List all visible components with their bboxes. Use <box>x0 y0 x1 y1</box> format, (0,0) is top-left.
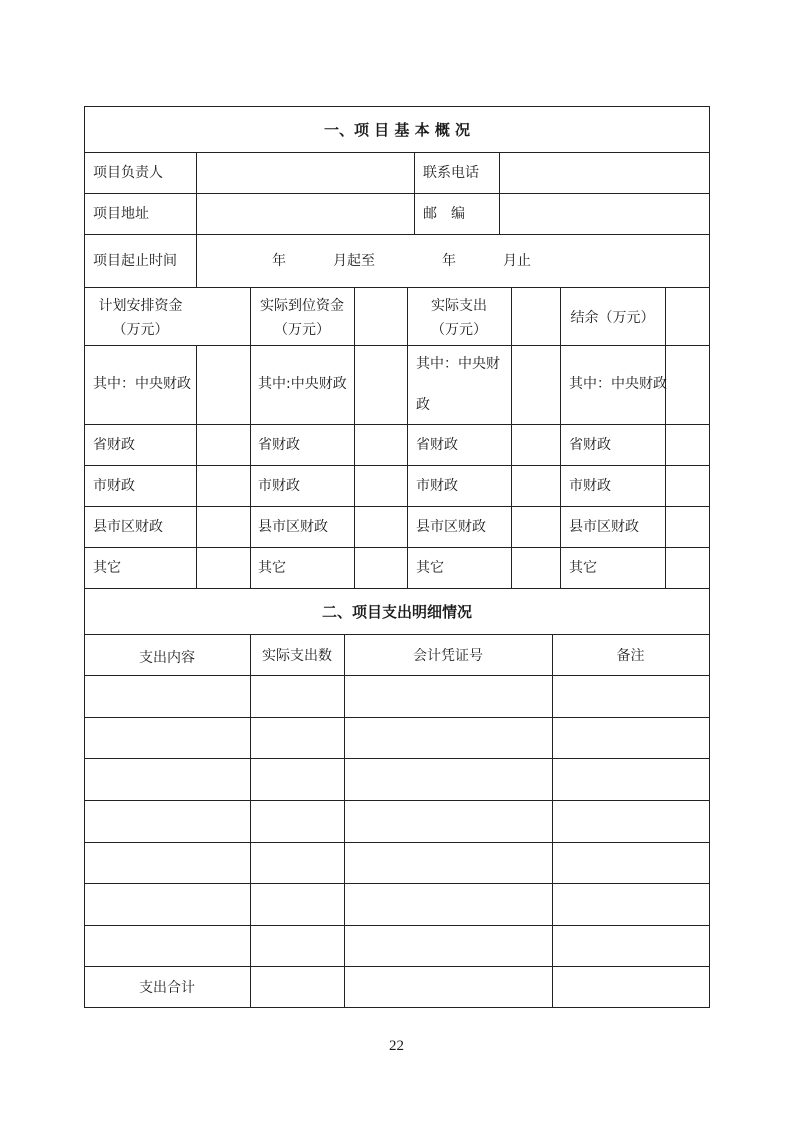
period-year-1: 年 <box>272 253 286 269</box>
city-label-2: 市财政 <box>258 478 300 494</box>
balance-label: 结余（万元） <box>570 310 655 326</box>
project-leader-field[interactable] <box>197 153 414 193</box>
postcode-label: 邮 编 <box>423 206 465 222</box>
address-label: 项目地址 <box>93 206 149 222</box>
county-label-4: 县市区财政 <box>569 519 639 535</box>
central-label-3a: 其中：中央财 <box>416 356 500 372</box>
county-label-1: 县市区财政 <box>93 519 163 535</box>
period-label: 项目起止时间 <box>93 253 177 269</box>
phone-field[interactable] <box>500 153 709 193</box>
central-label-2: 其中:中央财政 <box>258 376 347 392</box>
provincial-label-3: 省财政 <box>416 437 458 453</box>
phone-label: 联系电话 <box>423 165 479 181</box>
city-label-3: 市财政 <box>416 478 458 494</box>
section2-title: 二、项目支出明细情况 <box>321 603 472 621</box>
period-year-2: 年 <box>442 253 456 269</box>
total-label: 支出合计 <box>139 980 195 996</box>
planned-funds-unit: （万元） <box>112 322 169 338</box>
county-label-2: 县市区财政 <box>258 519 328 535</box>
county-label-3: 县市区财政 <box>416 519 486 535</box>
other-label-2: 其它 <box>258 560 286 576</box>
actual-funds-label: 实际到位资金 <box>260 298 344 314</box>
provincial-label-2: 省财政 <box>258 437 300 453</box>
project-leader-label: 项目负责人 <box>93 165 163 181</box>
period-month-to: 月止 <box>503 253 531 269</box>
other-label-3: 其它 <box>416 560 444 576</box>
other-label-4: 其它 <box>569 560 597 576</box>
col-header-amount: 实际支出数 <box>262 648 332 664</box>
col-header-voucher: 会计凭证号 <box>413 648 483 664</box>
actual-spend-unit: （万元） <box>431 322 487 338</box>
city-label-1: 市财政 <box>93 478 135 494</box>
planned-funds-label: 计划安排资金 <box>98 298 183 314</box>
provincial-label-1: 省财政 <box>93 437 135 453</box>
other-label-1: 其它 <box>93 560 121 576</box>
period-month-from: 月起至 <box>333 253 375 269</box>
actual-spend-label: 实际支出 <box>431 298 487 314</box>
city-label-4: 市财政 <box>569 478 611 494</box>
central-label-1: 其中：中央财政 <box>93 376 191 392</box>
col-header-content: 支出内容 <box>139 650 195 666</box>
page-number: 22 <box>389 1038 404 1054</box>
actual-funds-unit: （万元） <box>274 322 330 338</box>
section1-title: 一、项 目 基 本 概 况 <box>323 121 471 139</box>
col-header-remarks: 备注 <box>616 648 645 664</box>
central-label-4: 其中：中央财政 <box>569 376 667 392</box>
central-label-3b: 政 <box>416 397 430 413</box>
address-field[interactable] <box>197 194 414 234</box>
provincial-label-4: 省财政 <box>569 437 611 453</box>
postcode-field[interactable] <box>500 194 709 234</box>
table-border <box>85 107 710 1008</box>
